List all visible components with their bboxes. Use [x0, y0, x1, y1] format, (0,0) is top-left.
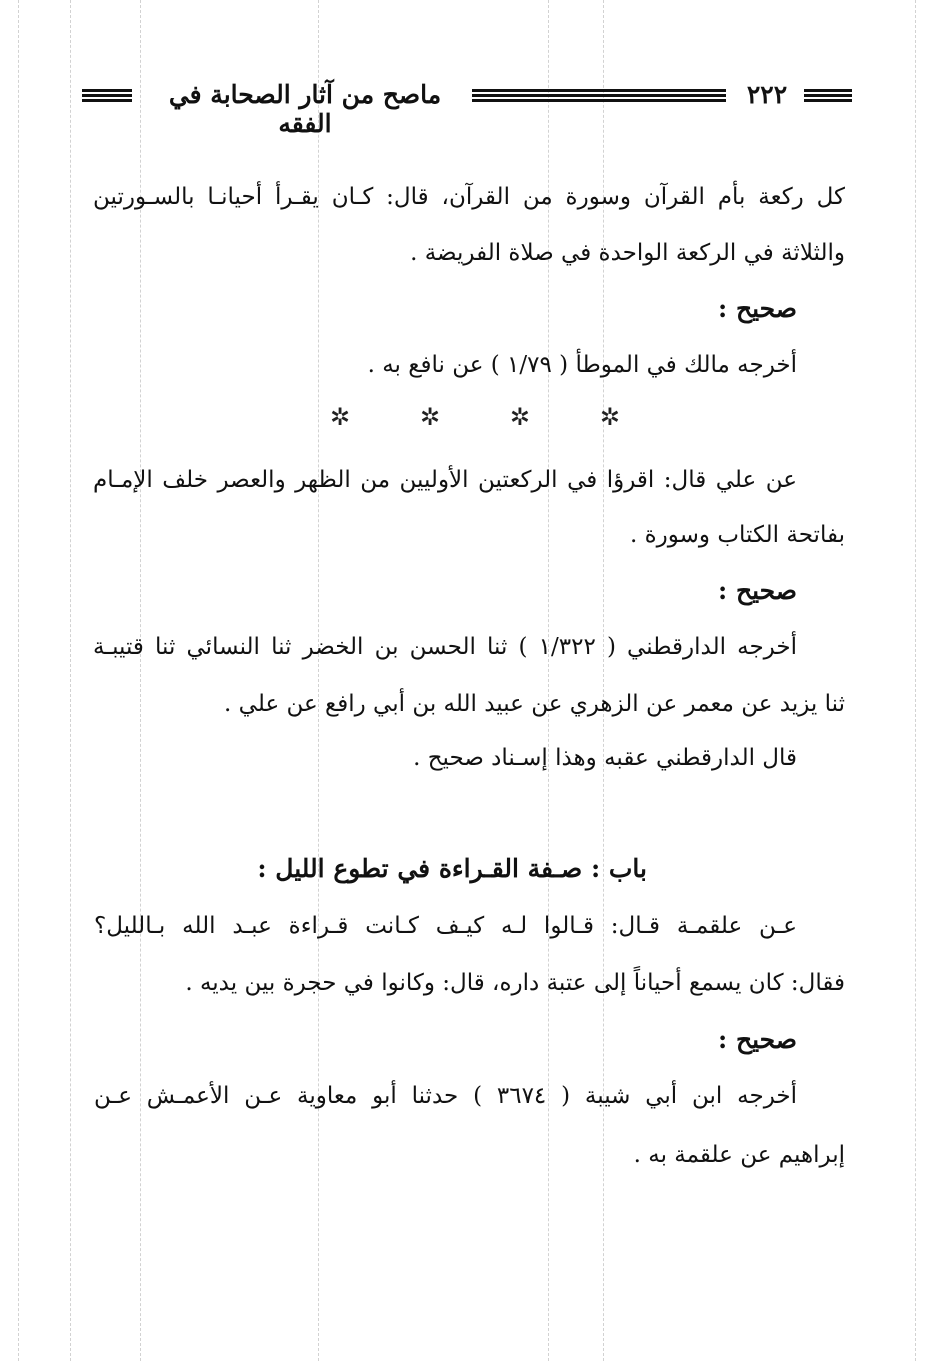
text-line: عن علي قال: اقرؤا في الركعتين الأوليين من الظهر والعصر خلف الإمـام	[93, 467, 797, 493]
section-separator	[330, 403, 620, 437]
text-line: بفاتحة الكتاب وسورة .	[630, 522, 845, 548]
page-number: ٢٢٢	[746, 80, 788, 109]
scan-line	[915, 0, 916, 1361]
source-citation: إبراهيم عن علقمة به .	[633, 1142, 845, 1168]
section-heading: باب : صـفة القـراءة في تطوع الليل :	[257, 854, 647, 883]
note-line: قال الدارقطني عقبه وهذا إسـناد صحيح .	[413, 745, 797, 771]
star-ornament-icon: ✲	[509, 403, 531, 431]
scan-line	[18, 0, 19, 1361]
star-ornament-icon: ✲	[419, 403, 441, 431]
header-rule-right	[804, 89, 852, 103]
source-citation: أخرجه الدارقطني ( ١/٣٢٢ ) ثنا الحسن بن الخضر ثنا النسائي ثنا قتيبـة	[93, 634, 797, 660]
header-rule-left	[82, 89, 132, 103]
running-header	[82, 78, 852, 138]
text-line: والثلاثة في الركعة الواحدة في صلاة الفريضة .	[410, 240, 845, 266]
source-citation: أخرجه ابن أبي شيبة ( ٣٦٧٤ ) حدثنا أبو معاوية عـن الأعمـش عـن	[94, 1083, 797, 1109]
book-title: ماصح من آثار الصحابة في الفقه	[168, 80, 442, 138]
star-ornament-icon: ✲	[330, 403, 351, 431]
grade-label: صحيح :	[718, 294, 797, 323]
source-citation: أخرجه مالك في الموطأ ( ١/٧٩ ) عن نافع به .	[367, 352, 797, 378]
header-rule-middle	[472, 89, 726, 103]
text-line: فقال: كان يسمع أحياناً إلى عتبة داره، قال: وكانوا في حجرة بين يديه .	[185, 970, 845, 996]
text-line: كل ركعة بأم القرآن وسورة من القرآن، قال: كـان يقـرأ أحيانـا بالسـورتين	[93, 184, 846, 210]
grade-label: صحيح :	[718, 1025, 797, 1054]
scan-line	[70, 0, 71, 1361]
source-citation: ثنا يزيد عن معمر عن الزهري عن عبيد الله بن أبي رافع عن علي .	[224, 691, 845, 717]
star-ornament-icon: ✲	[599, 403, 620, 431]
text-line: عـن علقمـة قـال: قـالوا لـه كيـف كـانت قـراءة عبـد الله بـالليل؟	[94, 913, 797, 939]
grade-label: صحيح :	[718, 576, 797, 605]
